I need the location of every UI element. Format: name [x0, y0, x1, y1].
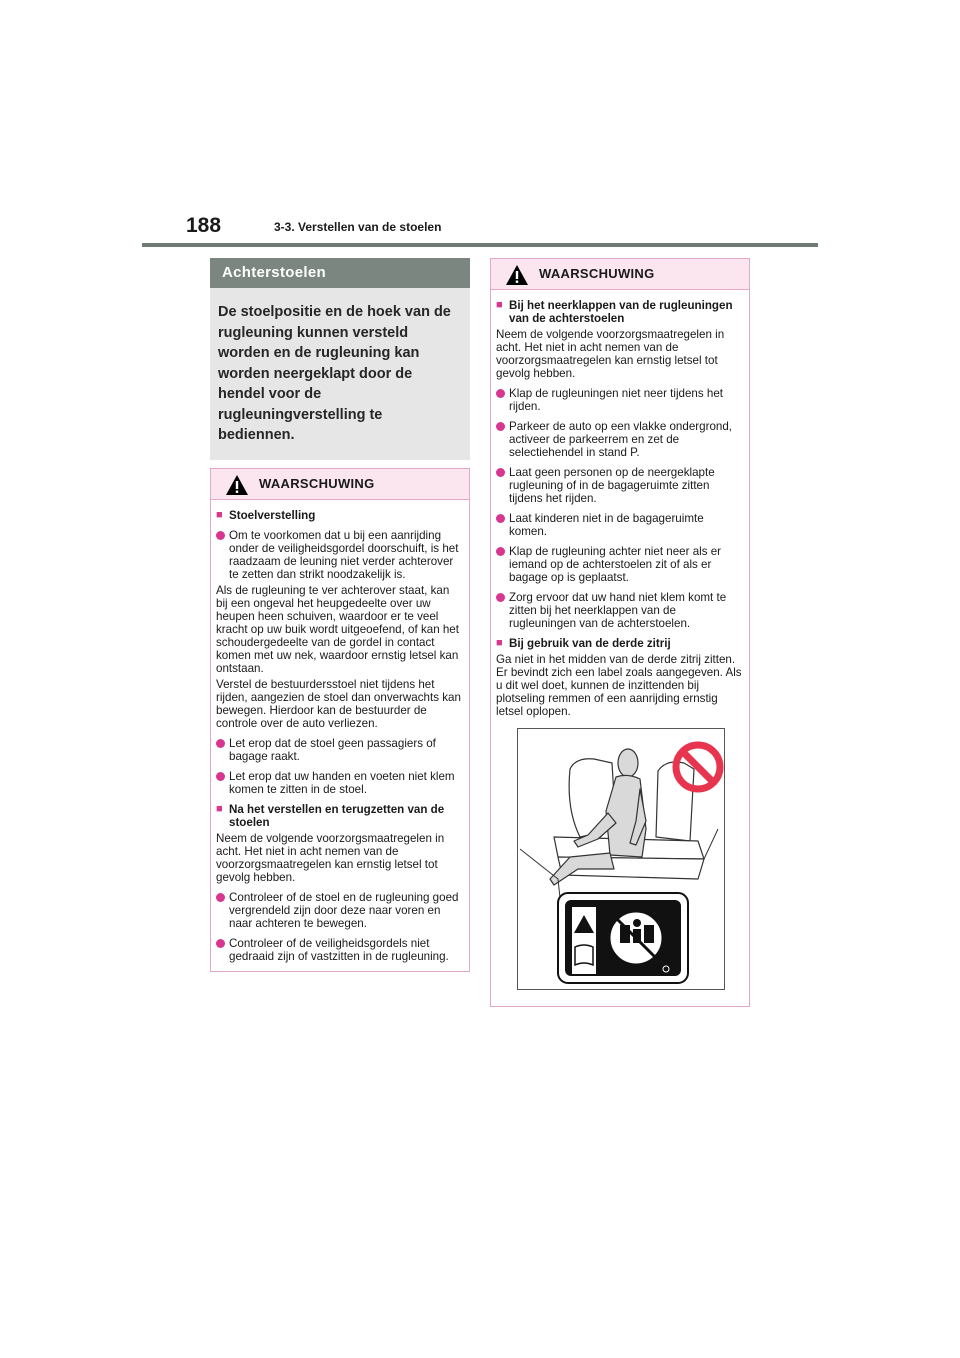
paragraph: Als de rugleuning te ver achterover staat, kan bij een ongeval het heupgedeelte over uw heupen heen schuiven, waardoor er te veel kracht op uw buik wordt uitgeoefend, of kan het schoudergedeelte van de gordel in contact komen met uw nek, waardoor ernstig letsel kan ontstaan. [216, 583, 459, 675]
achterstoelen-title: Achterstoelen [210, 258, 470, 288]
section-title: 3-3. Verstellen van de stoelen [274, 220, 442, 234]
subheading: ■ Bij gebruik van de derde zitrij [496, 637, 671, 650]
right-column [490, 258, 750, 1007]
third-row-seat-illustration [517, 728, 725, 990]
bullet-item: Laat geen personen op de neergeklapte rugleuning of in de bagageruimte zitten tijdens het rijden. [496, 466, 743, 505]
left-column [210, 258, 470, 972]
warning-label: WAARSCHUWING [259, 475, 375, 491]
warning-content [211, 500, 469, 971]
paragraph: Verstel de bestuurdersstoel niet tijdens het rijden, aangezien de stoel dan onverwachts kan bewegen. Hierdoor kan de bestuurder de controle over de auto verliezen. [216, 677, 461, 730]
bullet-item: Let erop dat uw handen en voeten niet klem komen te zitten in de stoel. [216, 770, 463, 796]
bullet-item: Parkeer de auto op een vlakke ondergrond, activeer de parkeerrem en zet de selectiehendel in stand P. [496, 420, 743, 459]
bullet-item: Let erop dat de stoel geen passagiers of bagage raakt. [216, 737, 463, 763]
bullet-item: Controleer of de stoel en de rugleuning goed vergrendeld zijn door deze naar voren en naar achteren te bewegen. [216, 891, 463, 930]
bullet-item: Om te voorkomen dat u bij een aanrijding onder de veiligheidsgordel doorschuift, is het raadzaam de leuning niet verder achterover te zetten dan strikt noodzakelijk is. [216, 529, 463, 581]
warning-triangle-icon [225, 474, 249, 496]
paragraph: Neem de volgende voorzorgsmaatregelen in acht. Het niet in acht nemen van de voorzorgsmaatregelen kan ernstig letsel tot gevolg hebben. [496, 328, 725, 380]
paragraph: Neem de volgende voorzorgsmaatregelen in acht. Het niet in acht nemen van de voorzorgsmaatregelen kan ernstig letsel tot gevolg hebben. [216, 831, 445, 884]
warning-box-right [490, 258, 750, 1007]
bullet-item: Zorg ervoor dat uw hand niet klem komt te zitten bij het neerklappen van de rugleuningen van de achterstoelen. [496, 591, 743, 630]
manual-book-icon [575, 945, 593, 965]
subheading: ■ Stoelverstelling [216, 508, 316, 522]
warning-header [211, 469, 469, 500]
paragraph: Ga niet in het midden van de derde zitrij zitten. Er bevindt zich een label zoals aangegeven. Als u dit wel doet, kunnen de inzittenden bij plotseling remmen of een aanrijding ernstig letsel oplopen. [496, 653, 742, 718]
bullet-item: Klap de rugleuningen niet neer tijdens het rijden. [496, 387, 743, 413]
warning-label: WAARSCHUWING [539, 266, 655, 281]
seat-illustration-svg [518, 729, 724, 989]
warning-header [491, 259, 749, 290]
bullet-item: Klap de rugleuning achter niet neer als er iemand op de achterstoelen zit of als er bagage op is geplaatst. [496, 545, 743, 584]
bullet-item: Laat kinderen niet in de bagageruimte komen. [496, 512, 743, 538]
achterstoelen-intro: De stoelpositie en de hoek van de rugleuning kunnen versteld worden en de rugleuning kan worden neergeklapt door de hendel voor de rugleuningverstelling te bediennen. [210, 288, 470, 460]
warning-box-left [210, 468, 470, 972]
page-number: 188 [186, 214, 222, 237]
warning-triangle-icon [505, 264, 529, 286]
subheading: ■ Na het verstellen en terugzetten van de stoelen [216, 802, 445, 829]
header-rule [142, 243, 818, 247]
bullet-item: Controleer of de veiligheidsgordels niet gedraaid zijn of vastzitten in de rugleuning. [216, 937, 463, 963]
warning-content [491, 290, 749, 1006]
subheading: ■ Bij het neerklappen van de rugleuningen van de achterstoelen [496, 299, 733, 325]
